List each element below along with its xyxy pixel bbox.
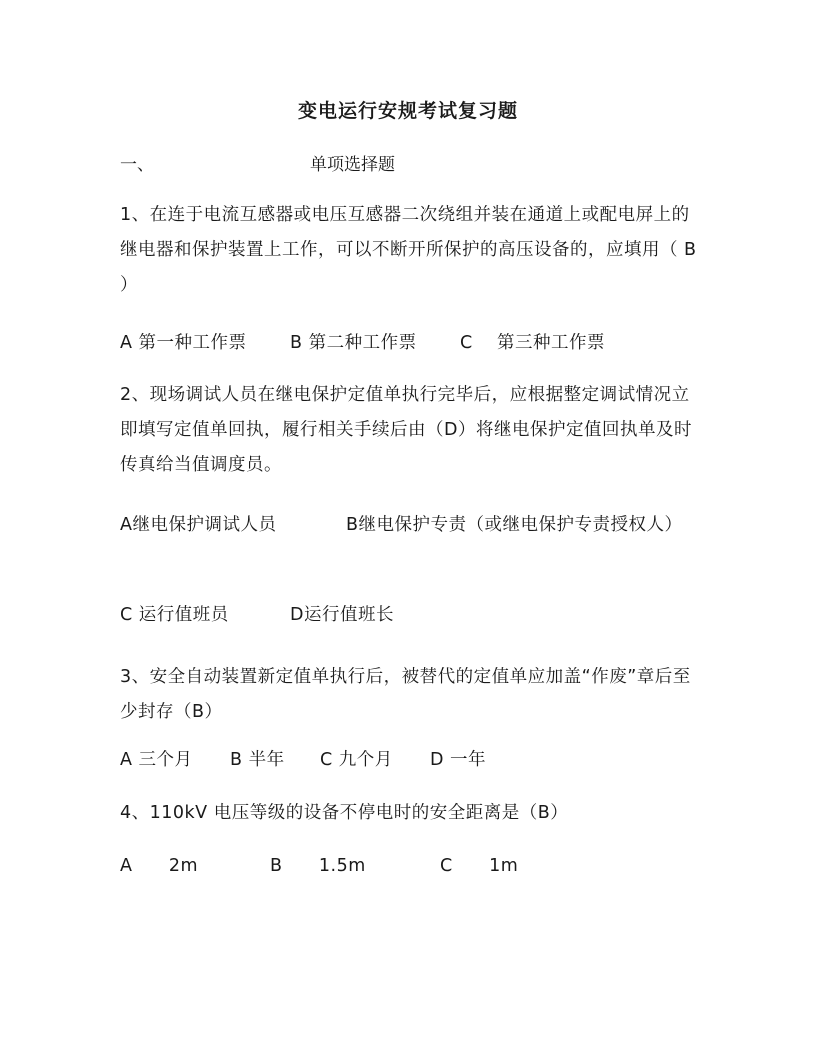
document-title: 变电运行安规考试复习题	[297, 100, 518, 122]
question-3-options	[120, 743, 486, 778]
question-3-option-b: B 半年	[230, 750, 285, 770]
question-1-options	[120, 326, 605, 361]
question-4-text: 4、110kV 电压等级的设备不停电时的安全距离是（B）	[120, 803, 569, 823]
question-2-options	[120, 508, 700, 543]
question-2-options-row2	[120, 598, 394, 633]
question-4-option-c: C 1m	[440, 856, 519, 876]
question-4-option-b: B 1.5m	[270, 856, 366, 876]
section-label: 单项选择题	[310, 155, 395, 175]
question-1-text: 1、在连于电流互感器或电压互感器二次绕组并装在通道上或配电屏上的继电器和保护装置上工作，可以不断开所保护的高压设备的，应填用（ B ）	[120, 205, 697, 295]
section-number: 一、	[120, 155, 154, 175]
section-heading	[120, 150, 395, 175]
question-2-option-b: B继电保护专责（或继电保护专责授权人）	[346, 515, 683, 535]
question-2-option-a: A继电保护调试人员	[120, 515, 277, 535]
question-4-option-a: A 2m	[120, 856, 199, 876]
question-4-options	[120, 849, 560, 884]
question-3-text: 3、安全自动装置新定值单执行后，被替代的定值单应加盖“作废”章后至少封存（B）	[120, 667, 691, 722]
question-3-option-a: A 三个月	[120, 750, 193, 770]
question-2-option-d: D运行值班长	[290, 605, 394, 625]
question-2-text: 2、现场调试人员在继电保护定值单执行完毕后，应根据整定调试情况立即填写定值单回执，履行相关手续后由（D）将继电保护定值回执单及时传真给当值调度员。	[120, 385, 692, 475]
question-3-option-c: C 九个月	[320, 750, 393, 770]
question-1-option-b: B 第二种工作票	[290, 333, 417, 353]
question-1-option-a: A 第一种工作票	[120, 333, 247, 353]
question-2-option-c: C 运行值班员	[120, 605, 229, 625]
question-3-option-d: D 一年	[430, 750, 487, 770]
question-1-option-c: C 第三种工作票	[460, 333, 605, 353]
